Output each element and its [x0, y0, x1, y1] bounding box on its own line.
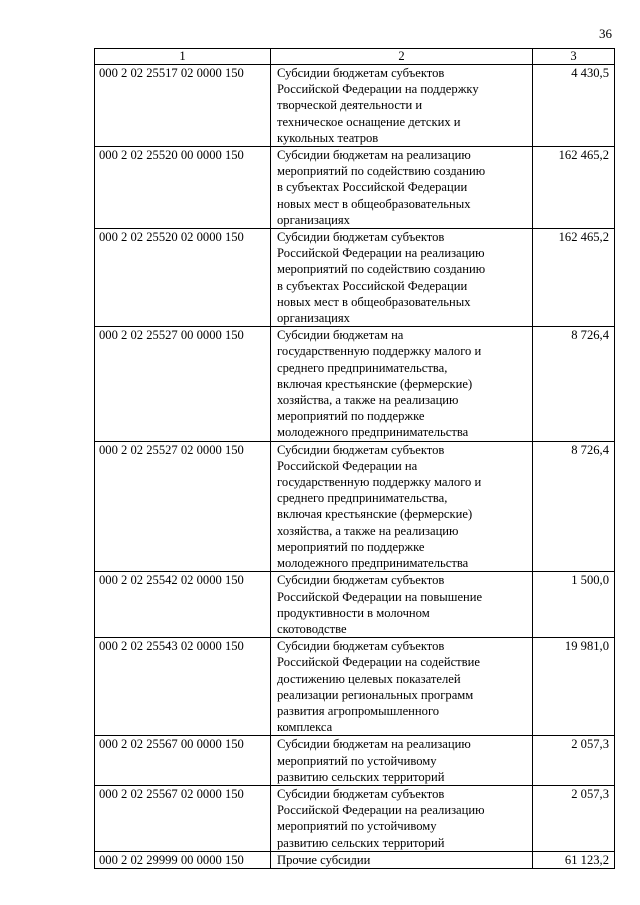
revenue-name-line: среднего предпринимательства, [277, 491, 448, 506]
revenue-name-line: молодежного предпринимательства [277, 425, 469, 440]
revenue-name-line: Российской Федерации на повышение [277, 589, 483, 604]
revenue-name-line: организациях [277, 311, 350, 326]
revenue-name-line: развитию сельских территорий [277, 769, 445, 784]
table-row [95, 147, 615, 229]
revenue-name-cell [271, 572, 533, 638]
revenue-name-line: мероприятий по содействию созданию [277, 164, 486, 179]
table-row [95, 65, 615, 147]
revenue-name-line: Субсидии бюджетам на реализацию [277, 148, 471, 163]
amount-cell: 2 057,3 [533, 785, 615, 851]
revenue-name-cell [271, 65, 533, 147]
revenue-name-line: кукольных театров [277, 130, 379, 145]
table-row [95, 441, 615, 572]
amount-cell: 1 500,0 [533, 572, 615, 638]
revenue-name-line: развитию сельских территорий [277, 835, 445, 850]
revenue-name-line: в субъектах Российской Федерации [277, 278, 468, 293]
revenue-name-line: Субсидии бюджетам субъектов [277, 230, 445, 245]
revenue-name-line: мероприятий по содействию созданию [277, 262, 486, 277]
revenue-name-line: хозяйства, а также на реализацию [277, 523, 459, 538]
revenue-name-line: продуктивности в молочном [277, 605, 430, 620]
revenue-name-cell [271, 851, 533, 868]
amount-cell: 61 123,2 [533, 851, 615, 868]
amount-cell: 162 465,2 [533, 229, 615, 327]
revenue-name-line: государственную поддержку малого и [277, 344, 482, 359]
budget-code-cell: 000 2 02 29999 00 0000 150 [95, 851, 271, 868]
table-row [95, 638, 615, 736]
table-row [95, 736, 615, 786]
revenue-name-line: творческой деятельности и [277, 98, 423, 113]
revenue-name-line: скотоводстве [277, 621, 347, 636]
revenue-name-line: в субъектах Российской Федерации [277, 180, 468, 195]
revenue-name-line: Субсидии бюджетам субъектов [277, 442, 445, 457]
amount-cell: 19 981,0 [533, 638, 615, 736]
budget-table [94, 48, 615, 869]
revenue-name-line: Российской Федерации на реализацию [277, 803, 485, 818]
budget-code-cell: 000 2 02 25543 02 0000 150 [95, 638, 271, 736]
revenue-name-line: молодежного предпринимательства [277, 556, 469, 571]
revenue-name-line: Субсидии бюджетам субъектов [277, 786, 445, 801]
revenue-name-line: Российской Федерации на поддержку [277, 82, 479, 97]
budget-code-cell: 000 2 02 25517 02 0000 150 [95, 65, 271, 147]
revenue-name-line: Прочие субсидии [277, 852, 371, 867]
budget-code-cell: 000 2 02 25520 02 0000 150 [95, 229, 271, 327]
revenue-name-line: мероприятий по устойчивому [277, 753, 437, 768]
budget-code-cell: 000 2 02 25542 02 0000 150 [95, 572, 271, 638]
revenue-name-line: развития агропромышленного [277, 703, 440, 718]
revenue-name-line: мероприятий по поддержке [277, 409, 425, 424]
revenue-name-cell [271, 229, 533, 327]
revenue-name-line: Российской Федерации на содействие [277, 655, 480, 670]
table-row [95, 572, 615, 638]
revenue-name-line: Субсидии бюджетам субъектов [277, 639, 445, 654]
revenue-name-line: включая крестьянские (фермерские) [277, 507, 473, 522]
table-header-row [95, 49, 615, 65]
column-header-1: 1 [95, 49, 271, 65]
revenue-name-line: мероприятий по поддержке [277, 539, 425, 554]
revenue-name-line: Российской Федерации на реализацию [277, 246, 485, 261]
revenue-name-line: Субсидии бюджетам на [277, 328, 404, 343]
revenue-name-cell [271, 638, 533, 736]
revenue-name-line: государственную поддержку малого и [277, 475, 482, 490]
revenue-name-cell [271, 441, 533, 572]
revenue-name-line: Субсидии бюджетам на реализацию [277, 737, 471, 752]
revenue-name-line: Российской Федерации на [277, 458, 418, 473]
amount-cell: 8 726,4 [533, 327, 615, 441]
budget-code-cell: 000 2 02 25527 00 0000 150 [95, 327, 271, 441]
revenue-name-line: новых мест в общеобразовательных [277, 196, 471, 211]
revenue-name-line: Субсидии бюджетам субъектов [277, 573, 445, 588]
revenue-name-line: среднего предпринимательства, [277, 360, 448, 375]
column-header-2: 2 [271, 49, 533, 65]
table-row [95, 785, 615, 851]
revenue-name-cell [271, 147, 533, 229]
revenue-name-line: мероприятий по устойчивому [277, 819, 437, 834]
revenue-name-line: реализации региональных программ [277, 687, 474, 702]
amount-cell: 2 057,3 [533, 736, 615, 786]
revenue-name-line: включая крестьянские (фермерские) [277, 376, 473, 391]
revenue-name-cell [271, 736, 533, 786]
amount-cell: 4 430,5 [533, 65, 615, 147]
revenue-name-line: организациях [277, 212, 350, 227]
amount-cell: 8 726,4 [533, 441, 615, 572]
budget-code-cell: 000 2 02 25567 02 0000 150 [95, 785, 271, 851]
revenue-name-cell [271, 327, 533, 441]
revenue-name-cell [271, 785, 533, 851]
table-row [95, 229, 615, 327]
table-row [95, 851, 615, 868]
budget-code-cell: 000 2 02 25520 00 0000 150 [95, 147, 271, 229]
revenue-name-line: достижению целевых показателей [277, 671, 461, 686]
budget-code-cell: 000 2 02 25567 00 0000 150 [95, 736, 271, 786]
budget-code-cell: 000 2 02 25527 02 0000 150 [95, 441, 271, 572]
revenue-name-line: комплекса [277, 720, 333, 735]
column-header-3: 3 [533, 49, 615, 65]
page-number: 36 [599, 26, 612, 41]
table-row [95, 327, 615, 441]
table-body [95, 65, 615, 869]
revenue-name-line: новых мест в общеобразовательных [277, 294, 471, 309]
revenue-name-line: техническое оснащение детских и [277, 114, 461, 129]
amount-cell: 162 465,2 [533, 147, 615, 229]
revenue-name-line: хозяйства, а также на реализацию [277, 393, 459, 408]
revenue-name-line: Субсидии бюджетам субъектов [277, 66, 445, 80]
